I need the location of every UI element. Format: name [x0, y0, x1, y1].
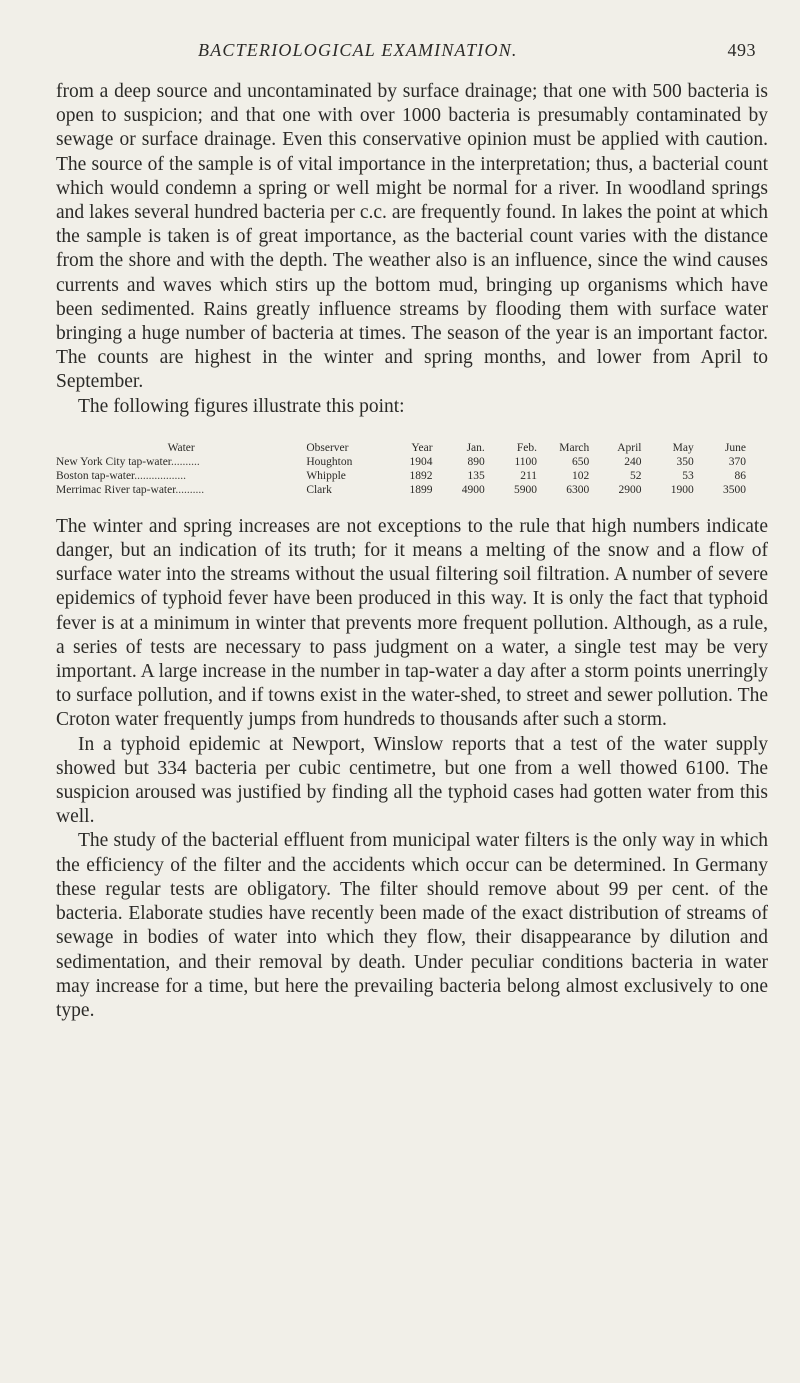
april-cell: 52: [629, 469, 642, 482]
bacteria-count-table: [56, 437, 768, 497]
year-cell: 1904: [409, 455, 433, 468]
body-paragraph-2: The following figures illustrate this point:: [78, 395, 405, 417]
may-cell: 350: [676, 455, 694, 468]
header-jan: Jan.: [466, 441, 485, 454]
dot-leader: ..........: [175, 483, 205, 496]
may-cell: 1900: [670, 483, 694, 496]
dot-leader: ..................: [134, 469, 186, 482]
header-april: April: [617, 441, 642, 454]
water-count-table: [56, 437, 746, 497]
running-head: BACTERIOLOGICAL EXAMINATION.: [198, 40, 518, 60]
header-year: Year: [411, 441, 433, 454]
body-paragraph-4: In a typhoid epidemic at Newport, Winslow reports that a test of the water supply showed but 334 bacteria per cubic centimetre, but one from a well thowed 6100. The suspicion aroused was justified by finding all the typhoid cases had gotten water from this well.: [56, 733, 768, 828]
table-row: [56, 469, 746, 483]
header-march: March: [559, 441, 590, 454]
year-cell: 1899: [409, 483, 433, 496]
march-cell: 650: [572, 455, 590, 468]
water-name: Merrimac River tap-water: [56, 483, 176, 496]
table-row: [56, 455, 746, 469]
june-cell: 86: [734, 469, 746, 482]
may-cell: 53: [682, 469, 694, 482]
feb-cell: 1100: [514, 455, 538, 468]
page-number: 493: [727, 40, 756, 60]
year-cell: 1892: [409, 469, 433, 482]
header-may: May: [672, 441, 694, 454]
observer-cell: Houghton: [306, 455, 353, 468]
water-name-cell: [56, 455, 306, 469]
water-name-cell: [56, 483, 306, 497]
table-header-row: [56, 437, 746, 455]
body-paragraph-5: The study of the bacterial effluent from municipal water filters is the only way in which the efficiency of the filter and the accidents which occur can be determined. In Germany these regular tests are obligatory. The filter should remove about 99 per cent. of the bacteria. Elaborate studies have recently been made of the exact distribution of streams of sewage in bodies of water into which they flow, their disappearance by dilution and sedimentation, and their removal by death. Under peculiar conditions bacteria in water may increase for a time, but here the prevailing bacteria belong almost exclusively to one type.: [56, 830, 768, 1021]
body-paragraph-3: The winter and spring increases are not exceptions to the rule that high numbers indicate danger, but an indication of its truth; for it means a melting of the snow and a flow of surface water into the streams without the usual filtering soil filtration. A number of severe epidemics of typhoid fever have been produced in this way. It is only the fact that typhoid fever is at a minimum in winter that prevents more frequent pollution. Although, as a rule, a series of tests are necessary to pass judgment on a water, a single test may be very important. A large increase in the number in tap-water a day after a storm points unerringly to surface pollution, and if towns exist in the water-shed, to street and sewer pollution. The Croton water frequently jumps from hundreds to thousands after such a storm.: [56, 515, 768, 731]
water-name-cell: [56, 469, 306, 483]
jan-cell: 4900: [461, 483, 485, 496]
observer-cell: Clark: [306, 483, 332, 496]
header-observer: Observer: [306, 441, 349, 454]
header-june: June: [724, 441, 746, 454]
march-cell: 102: [572, 469, 590, 482]
body-paragraph-1: from a deep source and uncontaminated by surface drainage; that one with 500 bacteria is open to suspicion; and that one with over 1000 bacteria is presumably contaminated by sewage or surface drainage. Even this conservative opinion must be applied with caution. The source of the sample is of vital importance in the interpretation; thus, a bacterial count which would condemn a spring or well might be normal for a river. In woodland springs and lakes several hundred bacteria per c.c. are frequently found. In lakes the point at which the sample is taken is of great importance, as the bacterial count varies with the distance from the shore and with the depth. The weather also is an influence, since the wind causes currents and waves which stirs up the bottom mud, bringing up organisms which have been sedimented. Rains greatly influence streams by flooding them with surface water bringing a huge number of bacteria at times. The season of the year is an important factor. The counts are highest in the winter and spring months, and lower from April to September.: [56, 81, 768, 393]
june-cell: 3500: [723, 483, 746, 496]
june-cell: 370: [728, 455, 746, 468]
page-header: [56, 40, 768, 80]
water-name: Boston tap-water: [56, 469, 135, 482]
header-water: Water: [167, 441, 195, 454]
water-name: New York City tap-water: [56, 455, 171, 468]
dot-leader: ..........: [171, 455, 200, 468]
feb-cell: 5900: [514, 483, 538, 496]
april-cell: 240: [624, 455, 642, 468]
observer-cell: Whipple: [306, 469, 346, 482]
book-page: [56, 40, 768, 1023]
feb-cell: 211: [520, 469, 538, 482]
jan-cell: 135: [467, 469, 485, 482]
header-feb: Feb.: [516, 441, 538, 454]
march-cell: 6300: [566, 483, 590, 496]
jan-cell: 890: [467, 455, 485, 468]
table-row: [56, 483, 746, 497]
april-cell: 2900: [618, 483, 642, 496]
